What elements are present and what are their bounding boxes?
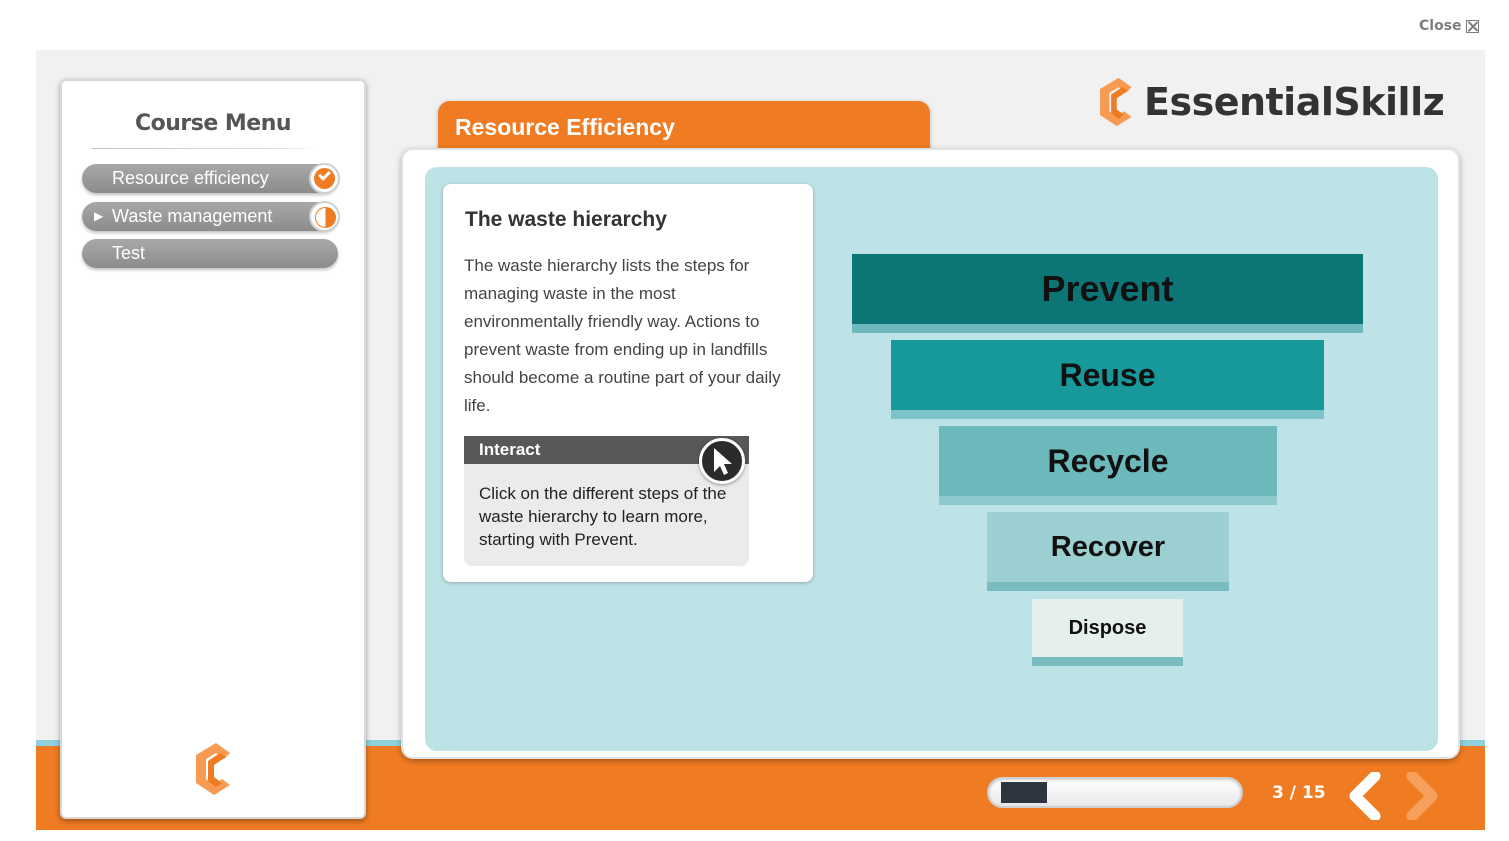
card-title: The waste hierarchy — [465, 208, 667, 231]
menu-item-label: Resource efficiency — [112, 168, 269, 188]
menu-item-waste-management[interactable] — [82, 202, 338, 231]
hierarchy-step-prevent[interactable]: Prevent — [852, 254, 1363, 324]
menu-item-test[interactable] — [82, 239, 338, 268]
menu-title-divider — [92, 148, 314, 149]
essentialskillz-logo-icon — [186, 741, 234, 797]
content-frame — [401, 148, 1460, 759]
menu-item-resource-efficiency[interactable] — [82, 164, 338, 193]
page-indicator: 3 / 15 — [1272, 783, 1326, 803]
lesson-title-tab — [438, 101, 930, 155]
close-label: Close — [1419, 18, 1462, 34]
hierarchy-step-dispose[interactable]: Dispose — [1032, 599, 1183, 657]
brand-name: EssentialSkillz — [1144, 80, 1445, 124]
course-progress-bar — [987, 777, 1243, 808]
hierarchy-step-recycle[interactable]: Recycle — [939, 426, 1277, 496]
brand-header — [1090, 76, 1444, 128]
close-icon — [1466, 20, 1479, 33]
next-page-chevron-icon[interactable] — [1402, 772, 1442, 820]
card-body: The waste hierarchy lists the steps for managing waste in the most environmentally friendly way. Actions to prevent waste from ending up in landfills should become a routine part of your daily life. — [464, 256, 781, 415]
essentialskillz-logo-icon — [1090, 76, 1136, 128]
course-menu-title: Course Menu — [134, 111, 292, 136]
hierarchy-step-recover[interactable]: Recover — [987, 512, 1229, 582]
menu-item-label: Test — [112, 243, 146, 263]
in-progress-half-circle-icon — [309, 201, 340, 232]
close-button[interactable] — [1419, 18, 1479, 34]
interact-title: Interact — [464, 436, 749, 464]
interact-instructions: Click on the different steps of the waste hierarchy to learn more, starting with Prevent. — [479, 484, 727, 549]
hierarchy-step-reuse[interactable]: Reuse — [891, 340, 1324, 410]
lesson-title: Resource Efficiency — [455, 114, 675, 140]
info-card — [443, 184, 813, 582]
content-panel — [425, 167, 1438, 751]
menu-item-label: Waste management — [112, 206, 273, 226]
previous-page-chevron-icon[interactable] — [1345, 772, 1385, 820]
current-item-arrow-icon: ▶ — [94, 209, 104, 223]
cursor-icon — [699, 438, 745, 484]
course-progress-fill — [1001, 782, 1047, 803]
completed-check-icon — [309, 163, 340, 194]
course-menu-panel — [60, 79, 366, 819]
interact-box — [464, 436, 749, 566]
